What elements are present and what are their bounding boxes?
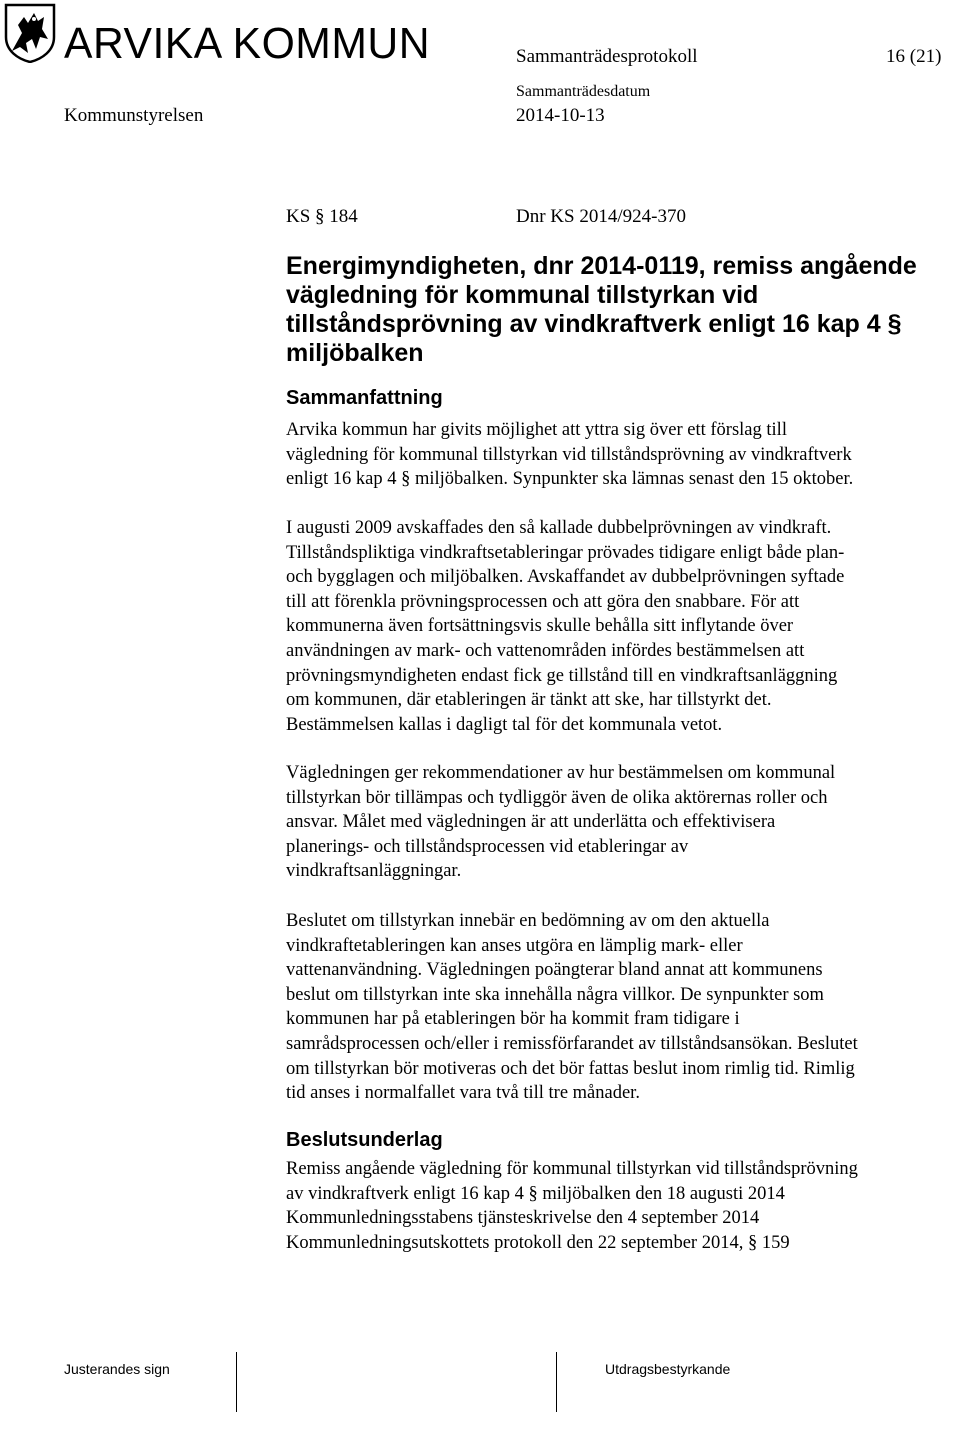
text-line: kommunen har på etableringen bör ha kommit fram tidigare i: [286, 1009, 740, 1030]
text-line: vindkraftetableringen kan anses utgöra en lämplig mark- eller: [286, 935, 743, 956]
text-line: Bestämmelsen kallas i dagligt tal för det kommunala vetot.: [286, 714, 723, 735]
text-line: samrådsprocessen och/eller i remissförfarandet av tillståndsansökan. Beslutet: [286, 1033, 858, 1054]
text-line: ansvar. Målet med vägledningen är att underlätta och effektivisera: [286, 812, 776, 833]
text-line: planerings- och tillståndsprocessen vid etableringar av: [286, 836, 689, 857]
text-line: vindkraftsanläggningar.: [286, 861, 462, 882]
summary-paragraph-2: [286, 516, 946, 737]
text-line: om kommunen, där etableringen är tänkt att ske, har tillstyrkt det.: [286, 690, 772, 711]
title-line: miljöbalken: [286, 339, 424, 367]
case-number: KS § 184: [286, 206, 358, 227]
basis-list: [286, 1157, 946, 1255]
coat-of-arms-icon: [4, 3, 56, 63]
brand-name: ARVIKA KOMMUN: [64, 19, 431, 68]
text-line: Arvika kommun har givits möjlighet att yttra sig över ett förslag till: [286, 420, 787, 440]
page-title: [286, 252, 936, 368]
protocol-title: Sammanträdesprotokoll: [516, 46, 698, 67]
text-line: tid anses i normalfallet vara två till tre månader.: [286, 1083, 640, 1104]
text-line: prövningsmyndigheten endast fick ge tillstånd till en vindkraftsanläggning: [286, 665, 838, 686]
text-line: användningen av mark- och vattenområden infördes bestämmelsen att: [286, 640, 805, 661]
text-line: vägledning för kommunal tillstyrkan vid tillståndsprövning av vindkraftverk: [286, 444, 852, 465]
summary-paragraph-3: [286, 761, 946, 884]
title-line: tillståndsprövning av vindkraftverk enligt 16 kap 4 §: [286, 310, 902, 338]
text-line: I augusti 2009 avskaffades den så kallade dubbelprövningen av vindkraft.: [286, 518, 832, 538]
body-name: Kommunstyrelsen: [64, 105, 204, 126]
summary-paragraph-4: [286, 909, 946, 1106]
text-line: vattenanvändning. Vägledningen poängterar bland annat att kommunens: [286, 960, 823, 981]
title-line: vägledning för kommunal tillstyrkan vid: [286, 281, 759, 309]
case-dnr: Dnr KS 2014/924-370: [516, 206, 686, 227]
text-line: till att förenkla prövningsprocessen och att göra den snabbare. För att: [286, 591, 800, 612]
text-line: tillstyrkan bör tillämpas och tydliggör även de olika aktörernas roller och: [286, 787, 828, 808]
text-line: Vägledningen ger rekommendationer av hur bestämmelsen om kommunal: [286, 763, 836, 783]
text-line: enligt 16 kap 4 § miljöbalken. Synpunkter ska lämnas senast den 15 oktober.: [286, 469, 854, 490]
text-line: kommunerna även fortsättningsvis skulle behålla sitt inflytande över: [286, 616, 794, 637]
basis-item: Kommunledningsstabens tjänsteskrivelse den 4 september 2014: [286, 1208, 760, 1229]
title-line: Energimyndigheten, dnr 2014-0119, remiss angående: [286, 252, 917, 280]
basis-item: Remiss angående vägledning för kommunal tillstyrkan vid tillståndsprövning: [286, 1159, 858, 1179]
page-number: 16 (21): [886, 46, 942, 67]
sign-label: Justerandes sign: [64, 1361, 170, 1377]
text-line: och bygglagen och miljöbalken. Avskaffandet av dubbelprövningen syftade: [286, 567, 845, 588]
text-line: Tillståndspliktiga vindkraftsetableringar prövades tidigare enligt både plan-: [286, 542, 845, 563]
basis-heading: Beslutsunderlag: [286, 1129, 443, 1151]
signature-box-mid-divider: [556, 1352, 557, 1412]
date-label: Sammanträdesdatum: [516, 83, 651, 100]
meeting-date: 2014-10-13: [516, 105, 605, 126]
text-line: beslut om tillstyrkan inte ska innehålla några villkor. De synpunkter som: [286, 984, 824, 1005]
signature-box-left-divider: [236, 1352, 237, 1412]
basis-item: av vindkraftverk enligt 16 kap 4 § miljöbalken den 18 augusti 2014: [286, 1183, 785, 1204]
basis-item: Kommunledningsutskottets protokoll den 22 september 2014, § 159: [286, 1232, 790, 1253]
text-line: om tillstyrkan bör motiveras och det bör fattas beslut inom rimlig tid. Rimlig: [286, 1058, 855, 1079]
summary-heading: Sammanfattning: [286, 387, 443, 409]
extract-label: Utdragsbestyrkande: [605, 1361, 731, 1377]
text-line: Beslutet om tillstyrkan innebär en bedömning av om den aktuella: [286, 911, 770, 931]
summary-paragraph-1: [286, 418, 946, 492]
